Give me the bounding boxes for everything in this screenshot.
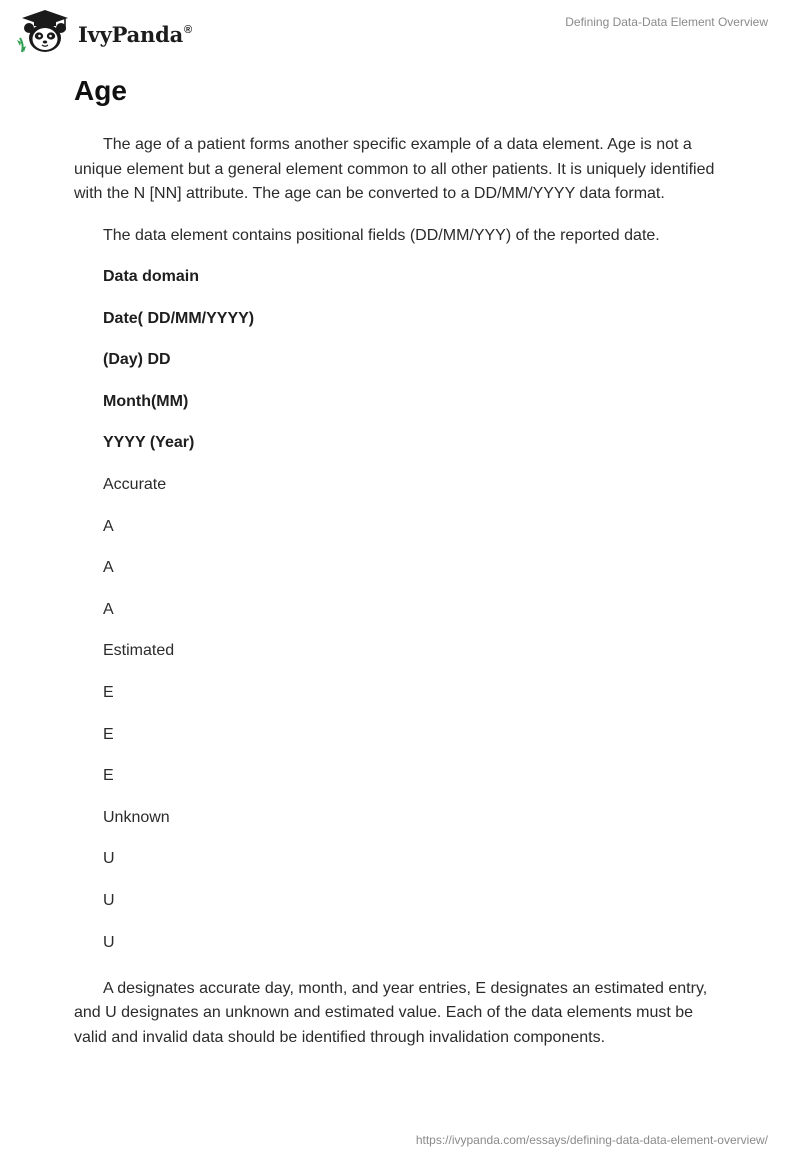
article-body: [74, 74, 726, 1067]
list-item: Data domain: [103, 268, 200, 285]
list-item: YYYY (Year): [103, 434, 195, 452]
paragraph: The age of a patient forms another specific example of a data element. Age is not a unique element but a general element common to all other patients. It is uniquely identified with the N [NN] attribute. The age can be converted to a DD/MM/YYYY data format.: [74, 136, 715, 202]
page-header: [0, 0, 800, 60]
list-item: A: [103, 559, 114, 577]
list-item: Date( DD/MM/YYYY): [103, 309, 255, 327]
list-item: A: [103, 600, 114, 618]
list-item: U: [103, 850, 115, 868]
list-item: U: [103, 891, 115, 909]
list-item: E: [103, 725, 114, 743]
list-item: Month(MM): [103, 392, 189, 410]
list-item: A: [103, 517, 114, 535]
paragraph: A designates accurate day, month, and year entries, E designates an estimated entry, and U designates an unknown and estimated value. Each of the data elements must be valid and invalid data should be identified through invalidation components.: [74, 979, 708, 1046]
source-url[interactable]: https://ivypanda.com/essays/defining-data-data-element-overview/: [415, 1133, 768, 1147]
list-item: Estimated: [103, 642, 175, 660]
document-title: Defining Data-Data Element Overview: [565, 15, 768, 29]
paragraph: The data element contains positional fields (DD/MM/YYY) of the reported date.: [103, 226, 660, 244]
list-item: E: [103, 767, 114, 785]
list-item: U: [103, 933, 115, 951]
ivypanda-logo[interactable]: [16, 8, 192, 56]
list-item: Accurate: [103, 475, 167, 493]
logo-wordmark: IvyPanda®: [78, 21, 192, 47]
list-item: E: [103, 683, 114, 701]
panda-graduate-icon: [16, 8, 74, 56]
list-item: (Day) DD: [103, 351, 171, 369]
list-item: Unknown: [103, 808, 170, 826]
section-heading: Age: [74, 75, 127, 106]
